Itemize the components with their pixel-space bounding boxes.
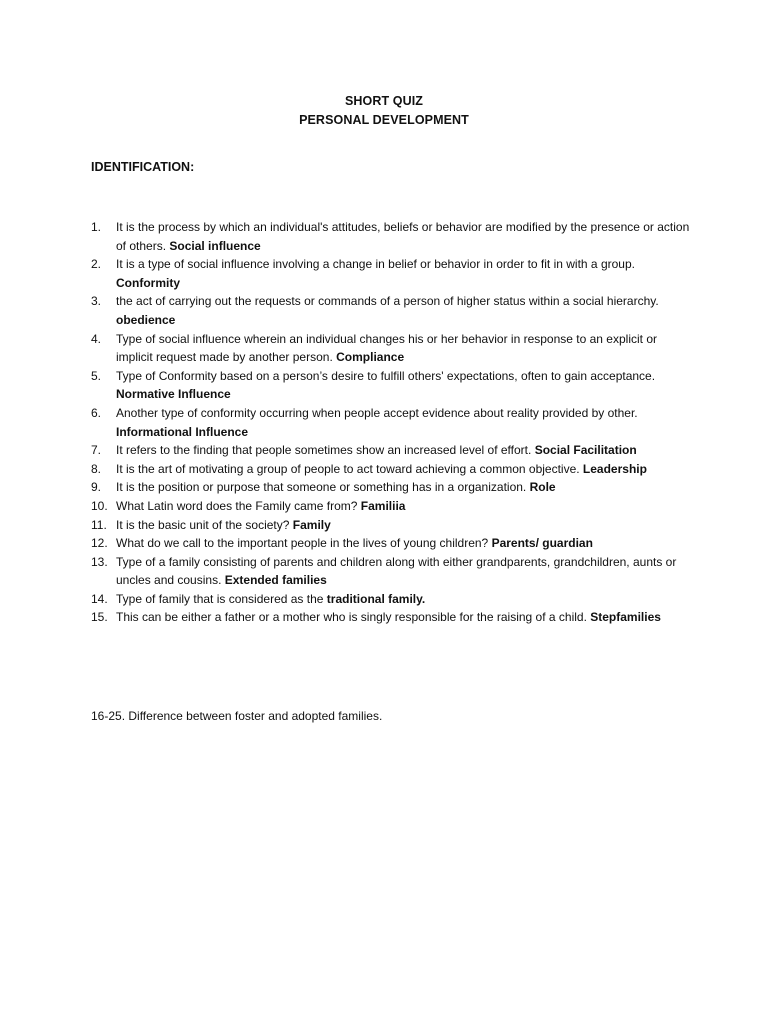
question-answer: Parents/ guardian: [491, 536, 593, 551]
question-number: 1.: [91, 220, 102, 234]
question-answer: Normative Influence: [116, 387, 231, 402]
quiz-title: SHORT QUIZ: [344, 94, 424, 108]
question-text: This can be either a father or a mother who is singly responsible for the raising of a child.: [116, 610, 591, 625]
question-text: What Latin word does the Family came from?: [116, 498, 361, 513]
question-list: [91, 218, 691, 627]
question-number: 3.: [91, 294, 102, 309]
question-text: Type of social influence wherein an individual changes his or her behavior in response to an explicit or implicit request made by another person.: [116, 331, 657, 365]
question-number: 4.: [91, 331, 102, 346]
question-answer: Informational Influence: [116, 424, 249, 439]
question-text: Type of a family consisting of parents and children along with either grandparents, grandchildren, aunts or uncles and cousins.: [116, 554, 677, 588]
question-item: [91, 590, 691, 609]
question-number: 14.: [91, 591, 108, 606]
question-number: 6.: [91, 405, 102, 420]
question-item: [91, 292, 691, 329]
question-text: It is the art of motivating a group of people to act toward achieving a common objective.: [116, 461, 583, 476]
question-item: [91, 608, 691, 627]
question-item: [91, 404, 691, 441]
question-text: It refers to the finding that people sometimes show an increased level of effort.: [116, 443, 535, 458]
question-text: It is the position or purpose that someone or something has in a organization.: [116, 480, 530, 495]
question-item: [91, 255, 691, 292]
question-answer: Family: [292, 517, 331, 532]
question-item: [91, 367, 691, 404]
question-item: [91, 330, 691, 367]
question-text: It is a type of social influence involving a change in belief or behavior in order to fit in with a group.: [116, 257, 635, 272]
question-text: Another type of conformity occurring when people accept evidence about reality provided by other.: [116, 405, 638, 420]
section-heading: IDENTIFICATION:: [91, 160, 195, 174]
question-number: 8.: [91, 461, 102, 476]
question-number: 10.: [91, 498, 108, 513]
question-answer: Stepfamilies: [590, 610, 661, 625]
question-number: 5.: [91, 368, 102, 383]
question-answer: traditional family.: [326, 591, 426, 606]
question-number: 11.: [91, 517, 107, 532]
question-number: 9.: [91, 480, 102, 495]
question-text: It is the basic unit of the society?: [116, 517, 293, 532]
question-answer: obedience: [116, 312, 176, 327]
question-number: 12.: [91, 536, 108, 551]
question-number: 15.: [91, 610, 108, 625]
question-text: Type of Conformity based on a person’s desire to fulfill others' expectations, often to gain acceptance.: [116, 368, 656, 383]
question-number: 7.: [91, 443, 102, 458]
question-text: It is the process by which an individual's attitudes, beliefs or behavior are modified by the presence or action of others.: [116, 220, 690, 253]
question-text: What do we call to the important people in the lives of young children?: [116, 536, 492, 551]
question-item: [91, 441, 691, 460]
question-item: [91, 534, 691, 553]
essay-question: 16-25. Difference between foster and adopted families.: [91, 709, 383, 723]
question-answer: Leadership: [582, 461, 647, 476]
question-answer: Conformity: [116, 275, 180, 290]
quiz-subtitle: PERSONAL DEVELOPMENT: [299, 113, 469, 127]
question-item: [91, 497, 691, 516]
question-text: Type of family that is considered as the: [116, 591, 327, 606]
question-text: the act of carrying out the requests or commands of a person of higher status within a social hierarchy.: [116, 294, 659, 309]
question-answer: Social Facilitation: [534, 443, 637, 458]
question-item: [91, 516, 691, 535]
question-number: 13.: [91, 554, 108, 569]
question-number: 2.: [91, 257, 102, 272]
question-answer: Role: [529, 480, 556, 495]
question-answer: Familiia: [360, 498, 406, 513]
question-item: [91, 218, 691, 255]
question-item: [91, 478, 691, 497]
question-item: [91, 460, 691, 479]
question-answer: Extended families: [224, 573, 327, 588]
question-answer: Compliance: [336, 350, 405, 365]
question-item: [91, 553, 691, 590]
question-answer: Social influence: [169, 238, 261, 253]
